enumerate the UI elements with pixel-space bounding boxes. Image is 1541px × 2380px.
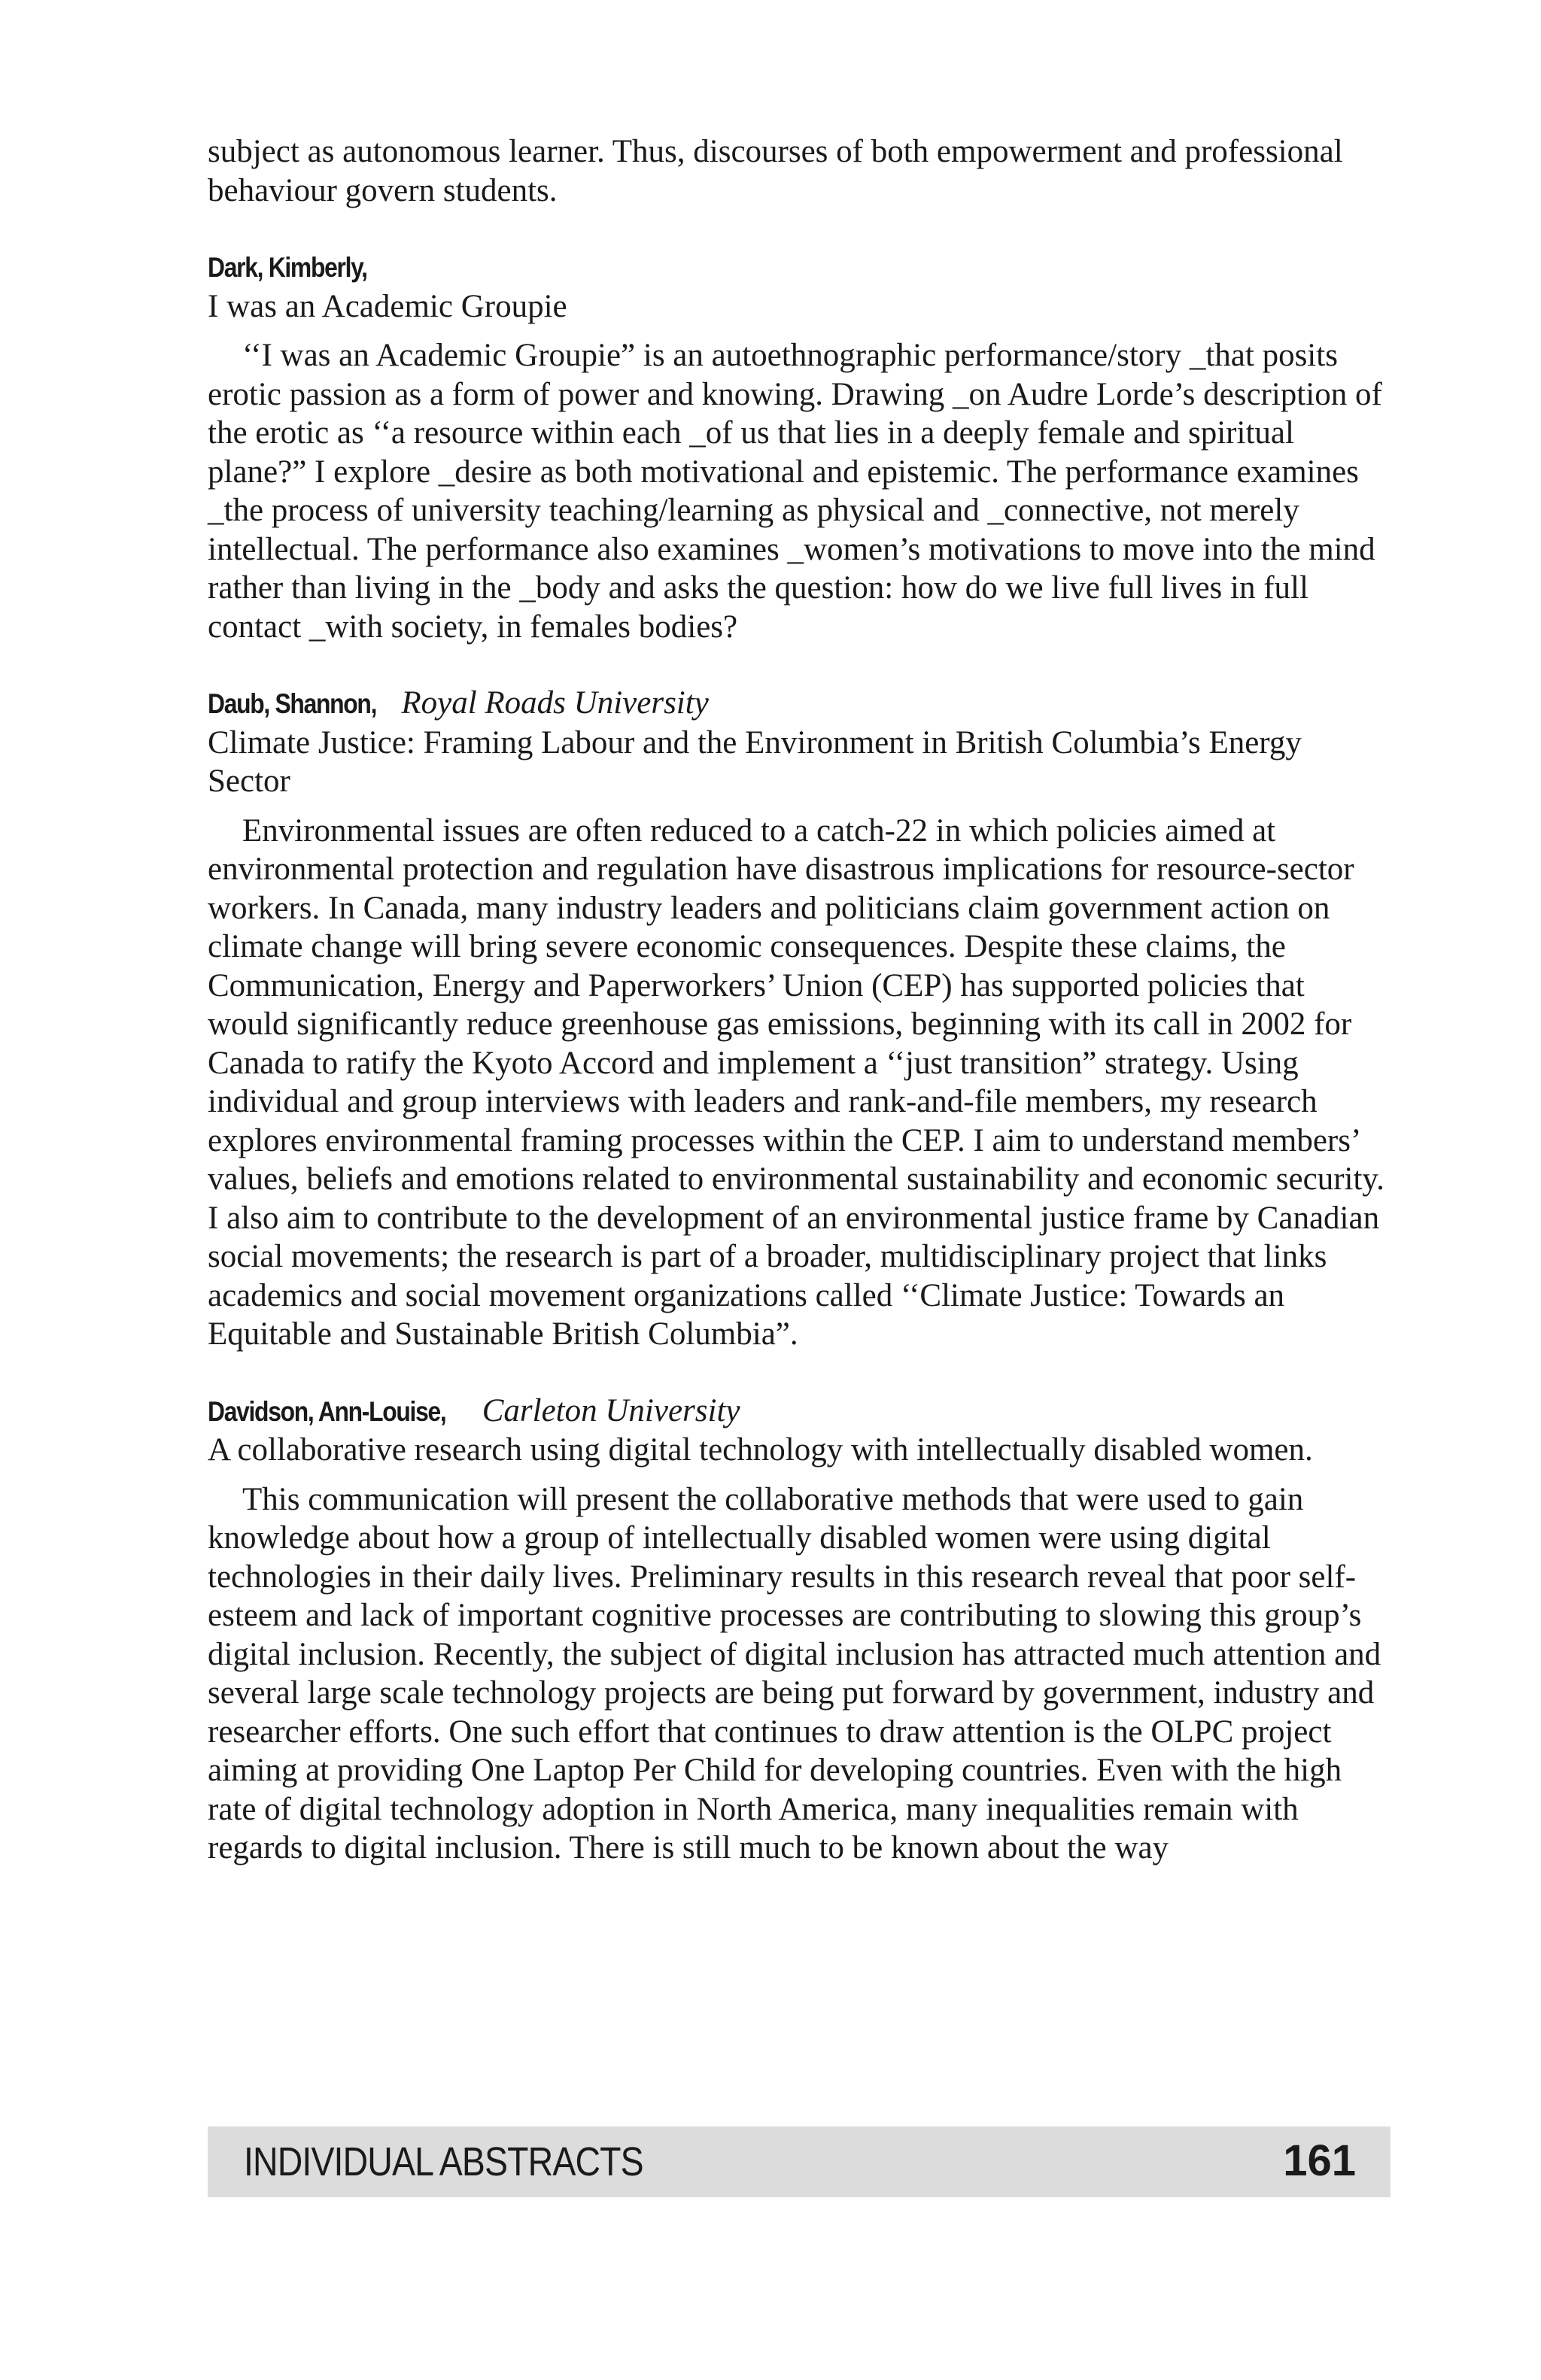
abstract-title: A collaborative research using digital technology with intellectually disabled women. [208, 1432, 1313, 1468]
section-label: INDIVIDUAL ABSTRACTS [244, 2139, 643, 2184]
author-line [208, 684, 1391, 724]
abstract-entry-davidson [208, 1392, 1391, 1868]
continuation-paragraph: subject as autonomous learner. Thus, discourses of both empowerment and professional behaviour govern students. [208, 134, 1343, 208]
author-line [208, 247, 1391, 287]
author-name: Dark, Kimberly, [208, 252, 367, 283]
abstract-text: This communication will present the collaborative methods that were used to gain knowledge about how a group of intellectually disabled women were using digital technologies in their daily lives. Preliminary results in this research reveal that poor self-esteem and lack of important cognitive processes are contributing to slowing this group’s digital inclusion. Recently, the subject of digital inclusion has attracted much attention and several large scale technology projects are being put forward by government, industry and researcher efforts. One such effort that continues to draw attention is the OLPC project aiming at providing One Laptop Per Child for developing countries. Even with the high rate of digital technology adoption in North America, many inequalities remain with regards to digital inclusion. There is still much to be known about the way [208, 1481, 1381, 1865]
abstract-text: ‘‘I was an Academic Groupie” is an autoethnographic performance/story _that posits erotic passion as a form of power and knowing. Drawing _on Audre Lorde’s description of the erotic as ‘‘a resource within each _of us that lies in a deeply female and spiritual plane?” I explore _desire as both motivational and epistemic. The performance examines _the process of university teaching/learning as physical and _connective, not merely intellectual. The performance also examines _women’s motivations to move into the mind rather than living in the _body and asks the question: how do we live full lives in full contact _with society, in females bodies? [208, 338, 1382, 645]
abstract-title: I was an Academic Groupie [208, 288, 567, 324]
author-name: Davidson, Ann-Louise, [208, 1395, 446, 1427]
author-affiliation: Carleton University [482, 1392, 740, 1428]
abstract-entry-dark [208, 247, 1391, 646]
page-footer [208, 2127, 1391, 2197]
page-body [208, 132, 1391, 1868]
page-number: 161 [1283, 2136, 1356, 2185]
author-name: Daub, Shannon, [208, 688, 377, 719]
abstract-title: Climate Justice: Framing Labour and the Environment in British Columbia’s Energy Sector [208, 724, 1302, 799]
author-affiliation: Royal Roads University [401, 685, 709, 721]
abstract-entry-daub [208, 684, 1391, 1354]
abstract-text: Environmental issues are often reduced to a catch-22 in which policies aimed at environmental protection and regulation have disastrous implications for resource-sector workers. In Canada, many industry leaders and politicians claim government action on climate change will bring severe economic consequences. Despite these claims, the Communication, Energy and Paperworkers’ Union (CEP) has supported policies that would significantly reduce greenhouse gas emissions, beginning with its call in 2002 for Canada to ratify the Kyoto Accord and implement a ‘‘just transition” strategy. Using individual and group interviews with leaders and rank-and-file members, my research explores environmental framing processes within the CEP. I aim to understand members’ values, beliefs and emotions related to environmental sustainability and economic security. I also aim to contribute to the development of an environmental justice frame by Canadian social movements; the research is part of a broader, multidisciplinary project that links academics and social movement organizations called ‘‘Climate Justice: Towards an Equitable and Sustainable British Columbia”. [208, 812, 1384, 1352]
author-line [208, 1392, 1391, 1431]
